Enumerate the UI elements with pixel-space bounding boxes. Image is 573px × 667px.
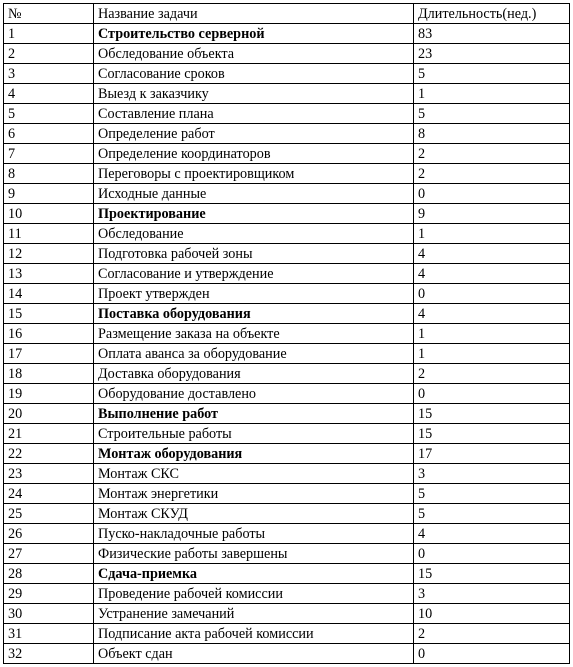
table-row [4, 204, 570, 224]
task-duration: 0 [414, 284, 570, 304]
task-duration: 5 [414, 64, 570, 84]
row-number: 28 [4, 564, 94, 584]
row-number: 32 [4, 644, 94, 664]
task-name: Определение координаторов [94, 144, 414, 164]
task-name: Монтаж оборудования [94, 444, 414, 464]
task-duration: 5 [414, 484, 570, 504]
row-number: 10 [4, 204, 94, 224]
task-name: Проектирование [94, 204, 414, 224]
table-row [4, 144, 570, 164]
row-number: 5 [4, 104, 94, 124]
table-row [4, 164, 570, 184]
task-name: Переговоры с проектировщиком [94, 164, 414, 184]
table-row [4, 124, 570, 144]
task-name: Обследование [94, 224, 414, 244]
table-row [4, 64, 570, 84]
table-row [4, 44, 570, 64]
table-row [4, 384, 570, 404]
task-name: Размещение заказа на объекте [94, 324, 414, 344]
task-name: Физические работы завершены [94, 544, 414, 564]
task-duration: 15 [414, 564, 570, 584]
table-row [4, 604, 570, 624]
task-duration: 10 [414, 604, 570, 624]
task-duration: 0 [414, 184, 570, 204]
table-row [4, 184, 570, 204]
task-name: Составление плана [94, 104, 414, 124]
table-body [4, 24, 570, 664]
task-duration: 17 [414, 444, 570, 464]
task-duration: 5 [414, 104, 570, 124]
header-row [4, 4, 570, 24]
table-row [4, 264, 570, 284]
task-name: Оборудование доставлено [94, 384, 414, 404]
table-row [4, 344, 570, 364]
task-name: Согласование сроков [94, 64, 414, 84]
task-duration: 2 [414, 144, 570, 164]
row-number: 21 [4, 424, 94, 444]
row-number: 15 [4, 304, 94, 324]
task-duration: 4 [414, 524, 570, 544]
table-row [4, 284, 570, 304]
row-number: 16 [4, 324, 94, 344]
table-row [4, 564, 570, 584]
task-duration: 83 [414, 24, 570, 44]
task-name: Согласование и утверждение [94, 264, 414, 284]
task-name: Обследование объекта [94, 44, 414, 64]
table-row [4, 424, 570, 444]
row-number: 30 [4, 604, 94, 624]
task-name: Монтаж СКС [94, 464, 414, 484]
row-number: 14 [4, 284, 94, 304]
row-number: 2 [4, 44, 94, 64]
table-row [4, 524, 570, 544]
row-number: 11 [4, 224, 94, 244]
task-duration: 3 [414, 584, 570, 604]
table-row [4, 84, 570, 104]
row-number: 19 [4, 384, 94, 404]
task-name: Пуско-накладочные работы [94, 524, 414, 544]
table-row [4, 324, 570, 344]
task-table [3, 3, 570, 664]
task-name: Строительные работы [94, 424, 414, 444]
table-row [4, 404, 570, 424]
task-duration: 15 [414, 424, 570, 444]
task-duration: 0 [414, 384, 570, 404]
table-row [4, 464, 570, 484]
task-name: Исходные данные [94, 184, 414, 204]
task-duration: 1 [414, 84, 570, 104]
table-row [4, 624, 570, 644]
task-name: Строительство серверной [94, 24, 414, 44]
task-name: Проект утвержден [94, 284, 414, 304]
row-number: 3 [4, 64, 94, 84]
task-name: Монтаж СКУД [94, 504, 414, 524]
row-number: 4 [4, 84, 94, 104]
row-number: 27 [4, 544, 94, 564]
task-duration: 3 [414, 464, 570, 484]
row-number: 18 [4, 364, 94, 384]
row-number: 22 [4, 444, 94, 464]
task-name: Монтаж энергетики [94, 484, 414, 504]
task-duration: 0 [414, 644, 570, 664]
task-duration: 1 [414, 324, 570, 344]
header-number: № [4, 4, 94, 24]
table-row [4, 304, 570, 324]
task-duration: 1 [414, 224, 570, 244]
row-number: 25 [4, 504, 94, 524]
task-name: Подписание акта рабочей комиссии [94, 624, 414, 644]
row-number: 31 [4, 624, 94, 644]
table-row [4, 104, 570, 124]
task-name: Подготовка рабочей зоны [94, 244, 414, 264]
task-name: Сдача-приемка [94, 564, 414, 584]
task-name: Доставка оборудования [94, 364, 414, 384]
task-name: Определение работ [94, 124, 414, 144]
task-duration: 4 [414, 264, 570, 284]
task-name: Оплата аванса за оборудование [94, 344, 414, 364]
task-name: Выполнение работ [94, 404, 414, 424]
row-number: 26 [4, 524, 94, 544]
row-number: 29 [4, 584, 94, 604]
header-task-name: Название задачи [94, 4, 414, 24]
table-row [4, 444, 570, 464]
task-duration: 23 [414, 44, 570, 64]
row-number: 17 [4, 344, 94, 364]
row-number: 1 [4, 24, 94, 44]
table-row [4, 244, 570, 264]
task-duration: 2 [414, 364, 570, 384]
table-row [4, 504, 570, 524]
table-row [4, 224, 570, 244]
task-name: Проведение рабочей комиссии [94, 584, 414, 604]
table-row [4, 644, 570, 664]
task-name: Устранение замечаний [94, 604, 414, 624]
row-number: 6 [4, 124, 94, 144]
table-row [4, 484, 570, 504]
row-number: 8 [4, 164, 94, 184]
table-row [4, 364, 570, 384]
row-number: 7 [4, 144, 94, 164]
table-row [4, 544, 570, 564]
table-row [4, 584, 570, 604]
task-duration: 1 [414, 344, 570, 364]
table-row [4, 24, 570, 44]
task-duration: 0 [414, 544, 570, 564]
task-duration: 5 [414, 504, 570, 524]
task-duration: 8 [414, 124, 570, 144]
row-number: 9 [4, 184, 94, 204]
row-number: 13 [4, 264, 94, 284]
task-name: Объект сдан [94, 644, 414, 664]
table-header [4, 4, 570, 24]
task-duration: 4 [414, 304, 570, 324]
task-duration: 2 [414, 164, 570, 184]
task-duration: 2 [414, 624, 570, 644]
task-duration: 4 [414, 244, 570, 264]
task-duration: 15 [414, 404, 570, 424]
task-name: Поставка оборудования [94, 304, 414, 324]
row-number: 20 [4, 404, 94, 424]
row-number: 23 [4, 464, 94, 484]
row-number: 24 [4, 484, 94, 504]
row-number: 12 [4, 244, 94, 264]
task-duration: 9 [414, 204, 570, 224]
task-name: Выезд к заказчику [94, 84, 414, 104]
header-duration: Длительность(нед.) [414, 4, 570, 24]
